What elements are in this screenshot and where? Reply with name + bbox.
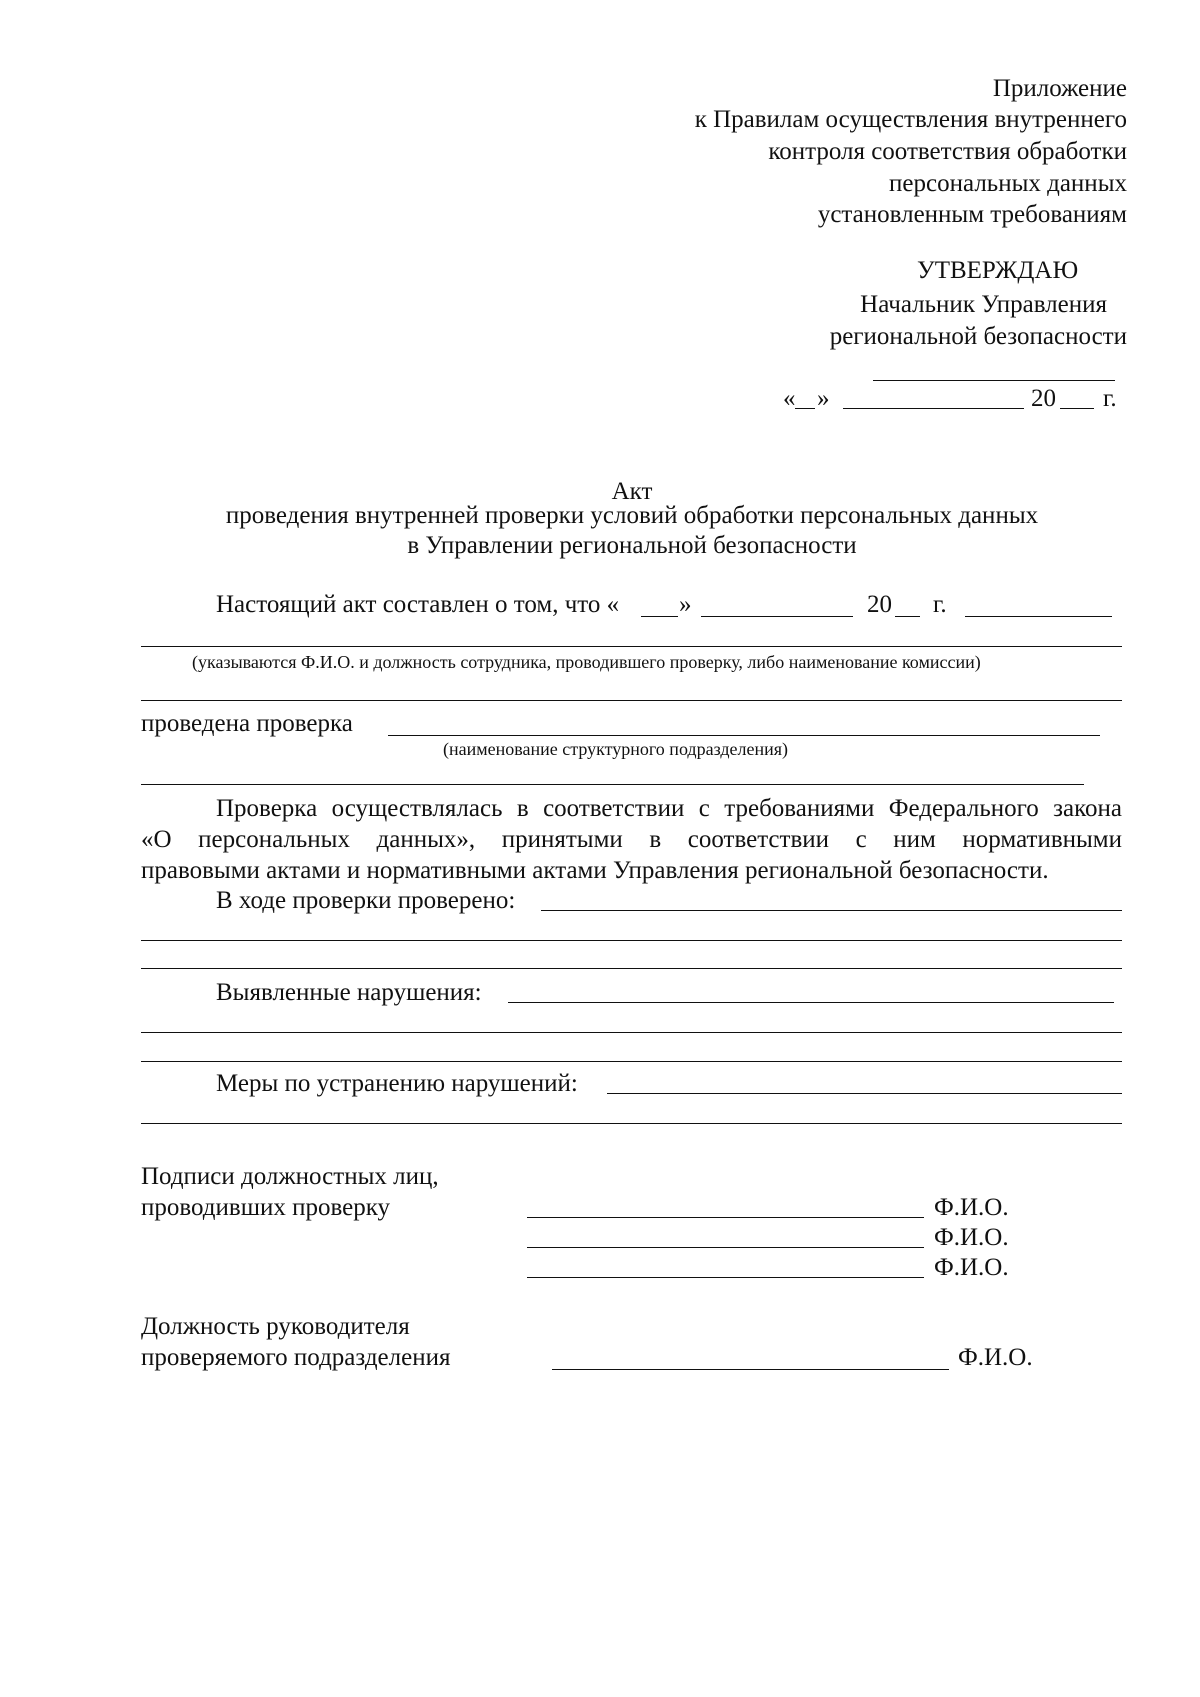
head-fio: Ф.И.О. <box>958 1344 1033 1371</box>
appendix-line: контроля соответствия обработки <box>768 138 1127 165</box>
act-title: Акт <box>611 478 653 505</box>
measures-field[interactable] <box>607 1093 1122 1094</box>
violations-field[interactable] <box>508 1002 1114 1003</box>
inspector-field-continued[interactable] <box>141 700 1122 701</box>
measures-field-continued[interactable] <box>141 1123 1122 1124</box>
paragraph-line: правовыми актами и нормативными актами Управления региональной безопасности. <box>141 857 1049 884</box>
unit-hint: (наименование структурного подразделения) <box>443 739 789 759</box>
approval-month-field[interactable] <box>843 408 1024 409</box>
approval-day-field[interactable] <box>795 408 815 409</box>
signature-line[interactable] <box>527 1247 924 1248</box>
head-signature-line[interactable] <box>552 1369 949 1370</box>
approval-year-suffix: г. <box>1103 385 1117 412</box>
checked-field-continued[interactable] <box>141 968 1122 969</box>
signature-line[interactable] <box>527 1277 924 1278</box>
intro-year-suffix: г. <box>933 591 947 618</box>
violations-field-continued[interactable] <box>141 1032 1122 1033</box>
head-position-label: Должность руководителя <box>141 1313 410 1340</box>
appendix-line: установленным требованиям <box>817 201 1127 228</box>
inspector-field[interactable] <box>141 646 1122 647</box>
violations-field-continued[interactable] <box>141 1061 1122 1062</box>
intro-year-prefix: 20 <box>867 591 892 618</box>
signatures-label: проводивших проверку <box>141 1194 390 1221</box>
signature-fio: Ф.И.О. <box>934 1194 1009 1221</box>
measures-label: Меры по устранению нарушений: <box>216 1070 578 1097</box>
conducted-label: проведена проверка <box>141 710 353 737</box>
approval-year-field[interactable] <box>1060 408 1094 409</box>
approval-year-prefix: 20 <box>1031 385 1056 412</box>
intro-year-field[interactable] <box>895 616 920 617</box>
unit-field-continued[interactable] <box>141 784 1084 785</box>
signature-line[interactable] <box>527 1217 924 1218</box>
checked-field-continued[interactable] <box>141 940 1122 941</box>
approval-position: Начальник Управления <box>860 291 1107 318</box>
checked-field[interactable] <box>541 910 1122 911</box>
inspector-hint: (указываются Ф.И.О. и должность сотрудника, проводившего проверку, либо наименование комиссии) <box>192 652 981 672</box>
unit-field[interactable] <box>388 735 1100 736</box>
act-subtitle: проведения внутренней проверки условий обработки персональных данных <box>225 502 1039 529</box>
intro-close-quote: » <box>679 591 692 618</box>
paragraph-line: «О персональных данных», принятыми в соответствии с ним нормативными <box>141 826 1122 853</box>
signature-fio: Ф.И.О. <box>934 1254 1009 1281</box>
appendix-line: к Правилам осуществления внутреннего <box>694 106 1127 133</box>
intro-inspector-field[interactable] <box>965 616 1112 617</box>
approval-heading: УТВЕРЖДАЮ <box>917 257 1079 284</box>
paragraph-line: Проверка осуществлялась в соответствии с требованиями Федерального закона <box>216 795 1122 822</box>
head-position-label: проверяемого подразделения <box>141 1344 451 1371</box>
signatures-label: Подписи должностных лиц, <box>141 1163 439 1190</box>
appendix-title: Приложение <box>992 75 1127 102</box>
intro-day-field[interactable] <box>641 616 678 617</box>
appendix-line: персональных данных <box>889 170 1127 197</box>
approval-date-open-quote: « <box>783 385 796 412</box>
act-subtitle: в Управлении региональной безопасности <box>407 532 857 559</box>
violations-label: Выявленные нарушения: <box>216 979 482 1006</box>
intro-month-field[interactable] <box>701 616 853 617</box>
signature-fio: Ф.И.О. <box>934 1224 1009 1251</box>
approval-position: региональной безопасности <box>829 323 1127 350</box>
checked-label: В ходе проверки проверено: <box>216 887 516 914</box>
approval-date-close-quote: » <box>817 385 830 412</box>
approver-signature-line[interactable] <box>873 380 1115 381</box>
intro-text: Настоящий акт составлен о том, что « <box>216 591 620 618</box>
